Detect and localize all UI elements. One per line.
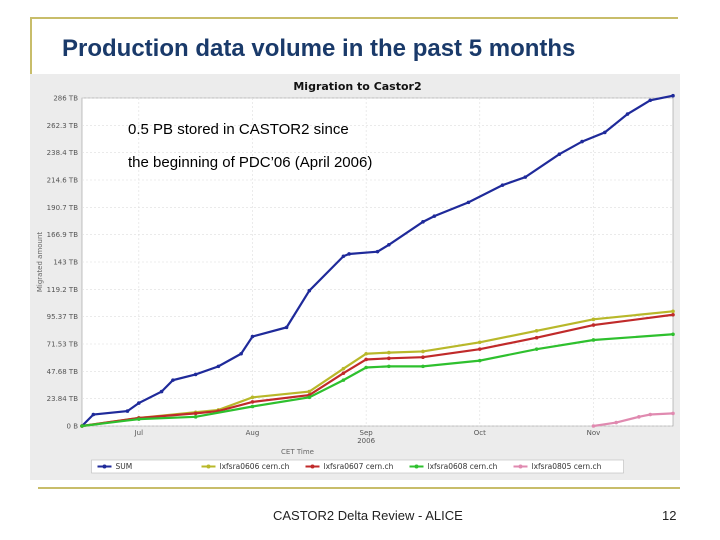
series-point [285, 326, 289, 330]
x-tick-label: 2006 [357, 437, 376, 445]
series-point [671, 313, 675, 317]
series-point [535, 329, 539, 333]
series-point [239, 352, 243, 356]
series-point [194, 415, 198, 419]
series-point [671, 310, 675, 314]
slide-frame-top [30, 17, 678, 19]
series-point [637, 415, 641, 419]
series-point [347, 252, 351, 256]
legend-label: lxfsra0805 cern.ch [531, 462, 602, 471]
series-point [421, 365, 425, 369]
series-point [342, 371, 346, 375]
series-point [364, 352, 368, 356]
legend-label: lxfsra0608 cern.ch [427, 462, 498, 471]
y-tick-label: 23.84 TB [46, 395, 78, 404]
series-point [308, 390, 312, 394]
y-tick-label: 119.2 TB [46, 285, 78, 294]
y-tick-label: 71.53 TB [46, 340, 78, 349]
y-tick-label: 214.6 TB [46, 176, 78, 185]
series-point [137, 417, 141, 421]
series-point [137, 401, 141, 405]
y-tick-label: 95.37 TB [46, 313, 78, 322]
y-tick-label: 262.3 TB [46, 121, 78, 130]
x-tick-label: Jul [134, 429, 144, 437]
y-tick-label: 143 TB [53, 258, 78, 267]
footer-text: CASTOR2 Delta Review - ALICE [273, 508, 463, 523]
series-point [603, 131, 607, 135]
legend-marker [207, 465, 211, 469]
series-point [421, 220, 425, 224]
series-point [592, 318, 596, 322]
y-tick-label: 286 TB [53, 94, 78, 103]
series-point [92, 413, 96, 417]
series-point [614, 421, 618, 425]
series-point [251, 400, 255, 404]
series-point [467, 201, 471, 205]
series-point [251, 396, 255, 400]
series-point [251, 405, 255, 409]
series-point [376, 250, 380, 254]
series-point [671, 332, 675, 336]
y-tick-label: 238.4 TB [46, 149, 78, 158]
series-point [671, 412, 675, 416]
series-point [592, 338, 596, 342]
series-point [364, 366, 368, 370]
series-point [308, 396, 312, 400]
y-tick-label: 47.68 TB [46, 367, 78, 376]
series-point [364, 358, 368, 362]
series-point [194, 412, 198, 416]
series-point [648, 413, 652, 417]
series-point [342, 254, 346, 258]
series-point [501, 183, 505, 187]
annotation-line-2: the beginning of PDC’06 (April 2006) [128, 154, 373, 171]
series-point [342, 367, 346, 371]
series-point [171, 378, 175, 382]
legend-label: lxfsra0607 cern.ch [323, 462, 394, 471]
series-point [535, 347, 539, 351]
legend-marker [311, 465, 315, 469]
chart-title: Migration to Castor2 [293, 80, 422, 93]
y-tick-label: 0 B [66, 422, 78, 431]
x-tick-label: Oct [473, 429, 486, 437]
series-point [535, 336, 539, 340]
legend-label: lxfsra0606 cern.ch [219, 462, 290, 471]
series-point [80, 424, 84, 428]
series-point [478, 359, 482, 363]
series-point [387, 357, 391, 361]
series-point [387, 365, 391, 369]
legend-label: SUM [115, 462, 133, 471]
series-point [308, 289, 312, 293]
series-point [387, 351, 391, 355]
series-point [592, 323, 596, 327]
series-point [433, 214, 437, 218]
x-tick-label: Sep [359, 429, 373, 437]
slide-frame-bottom [38, 487, 680, 489]
series-point [648, 98, 652, 102]
x-tick-label: Nov [586, 429, 601, 437]
series-point [592, 424, 596, 428]
page-number: 12 [662, 508, 677, 523]
series-point [558, 152, 562, 156]
series-point [478, 340, 482, 344]
series-point [160, 390, 164, 394]
y-tick-label: 190.7 TB [46, 203, 78, 212]
series-point [421, 355, 425, 359]
series-point [194, 373, 198, 377]
series-point [626, 112, 630, 116]
series-point [421, 350, 425, 354]
series-point [251, 335, 255, 339]
series-point [126, 409, 130, 413]
legend-marker [103, 465, 107, 469]
series-point [671, 94, 675, 98]
y-axis-label: Migrated amount [36, 231, 44, 293]
legend-marker [519, 465, 523, 469]
series-point [523, 175, 527, 179]
series-point [342, 378, 346, 382]
x-tick-label: Aug [245, 429, 260, 437]
series-point [217, 365, 221, 369]
legend-marker [415, 465, 419, 469]
x-axis-label: CET Time [281, 448, 314, 456]
series-point [580, 140, 584, 144]
series-point [478, 347, 482, 351]
y-tick-label: 166.9 TB [46, 231, 78, 240]
series-point [387, 243, 391, 247]
slide-title: Production data volume in the past 5 months [62, 35, 576, 62]
annotation-line-1: 0.5 PB stored in CASTOR2 since [128, 121, 349, 138]
